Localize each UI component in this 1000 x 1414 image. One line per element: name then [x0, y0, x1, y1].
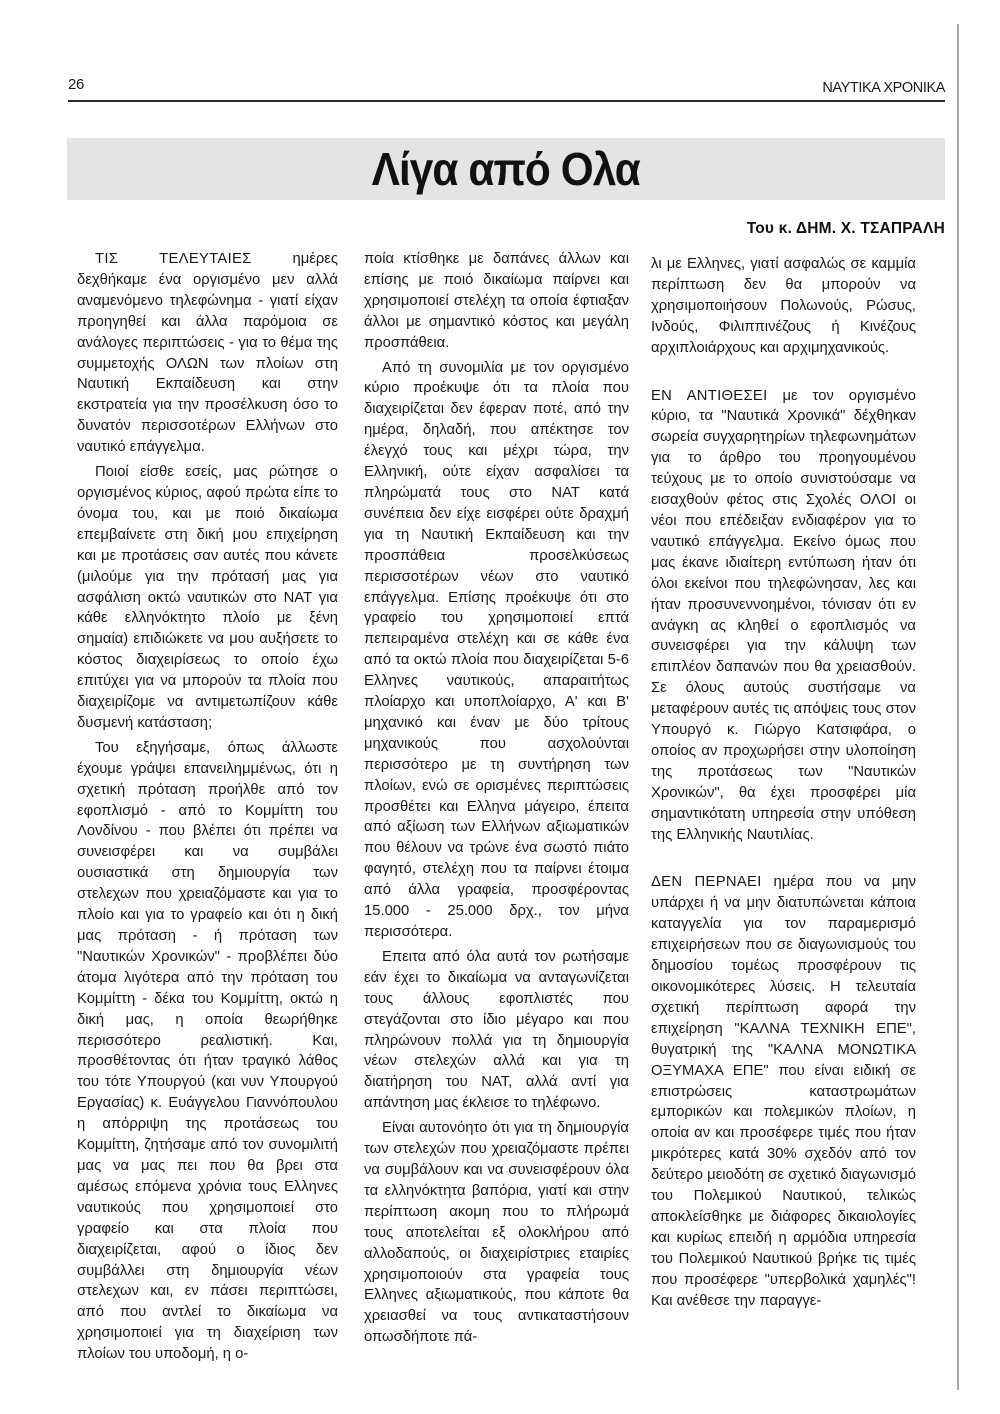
paragraph-lead: ΤΙΣ ΤΕΛΕΥΤΑΙΕΣ [95, 251, 252, 267]
article-column-2 [364, 249, 629, 1348]
header-rule [68, 100, 945, 102]
article-column-1 [77, 249, 338, 1365]
paragraph [651, 872, 916, 1311]
scan-edge-shadow [957, 24, 959, 1390]
paragraph: ποία κτίσθηκε με δαπάνες άλλων και επίσης με ποιό δικαίωμα παίρνει και χρησιμοποιεί στελέχη τα οποία έφτιαξαν άλλοι με σημαντικό κόστος και μεγάλη προσπάθεια. [364, 251, 629, 351]
article-column-3 [651, 254, 916, 1312]
paragraph-body: ημέρα που να μην υπάρχει ή να μην διατυπώνεται κάποια καταγγελία για τον παραμερισμό επιχειρήσεων που σε διαγωνισμούς του δημοσίου τομέως προσφέρουν τις οικονομικότερες λύσεις. Η τελευταία σχετική περίπτωση αφορά την επιχείρηση "ΚΑΛΝΑ ΤΕΧΝΙΚΗ ΕΠΕ", θυγατρική της "ΚΑΛΝΑ ΜΟΝΩΤΙΚΑ ΟΞΥΜΑΧΑ ΕΠΕ" που είναι ειδική σε επιστρώσεις καταστρωμάτων εμπορικών και πολεμικών πλοίων, η οποία αν και προσέφερε τιμές που ήταν μικρότερες κατά 30% σχεδόν από τον δεύτερο μειοδότη σε σχετικό διαγωνισμό του Πολεμικού Ναυτικού, τελικώς αποκλείσθηκε με διάφορες δικαιολογίες και κυρίως επειδή η αρμόδια υπηρεσία του Πολεμικού Ναυτικού βρήκε τις τιμές που προσέφερε "υπερβολικά χαμηλές"! Και ανέθεσε την παραγγε- [651, 874, 916, 1309]
page-number: 26 [68, 76, 85, 93]
paragraph: λι με Ελληνες, γιατί ασφαλώς σε καμμία περίπτωση δεν θα μπορούν να χρησιμοποιήσουν Πολωνούς, Ρώσυς, Ινδούς, Φιλιππινέζους ή Κινέζους αρχιπλοιάρχους και αρχιμηχανικούς. [651, 256, 916, 356]
magazine-name: ΝΑΥΤΙΚΑ ΧΡΟΝΙΚΑ [822, 80, 945, 96]
paragraph: Επειτα από όλα αυτά τον ρωτήσαμε εάν έχει το δικαίωμα να ανταγωνίζεται τους άλλους εφοπλιστές που στεγάζονται στο ίδιο μέγαρο και που πληρώνουν πολλά για τη δημιουργία νέων στελεχών αλλά και για τη διατήρηση του ΝΑΤ, αλλά αντί για απάντηση μας έκλεισε το τηλέφωνο. [364, 948, 629, 1112]
paragraph [651, 386, 916, 846]
paragraph: Από τη συνομιλία με τον οργισμένο κύριο προέκυψε ότι τα πλοία που διαχειρίζεται δεν έφεραν ποτέ, από την ημέρα, δηλαδή, που απέκτησε τον έλεγχό τους και μέχρι τώρα, την Ελληνική, ούτε είχαν ασφαλίσει τα πληρώματά τους στο ΝΑΤ κατά συνέπεια δεν είχε εισφέρει ούτε δραχμή για τη Ναυτική Εκπαίδευση και την προσπάθεια προσελκύσεως περισσοτέρων νέων στο ναυτικό επάγγελμα. Επίσης προέκυψε ότι στο γραφείο του χρησιμοποιεί επτά πεπειραμένα στελέχη και σε κάθε ένα από τα οκτώ πλοία που διαχειρίζεται 5-6 Ελληνες ναυτικούς, απαραιτήτως πλοίαρχο και υποπλοίαρχο, Α' και Β' μηχανικό και έναν με δύο τρίτους μηχανικούς που ασχολούνται περισσότερο με τη συντήρηση των πλοίων, ενώ σε ορισμένες περιπτώσεις προσθέτει και Ελληνα μάγειρο, έπειτα από αξίωση των Ελλήνων αξιωματικών που θέλουν να τρώνε ένα σωστό πιάτο φαγητό, στελέχη που τα παίρνει έτοιμα από άλλα γραφεία, προσφέροντας 15.000 - 25.000 δρχ., τον μήνα περισσότερα. [364, 359, 629, 940]
paragraph [77, 249, 338, 458]
title-band [67, 138, 945, 200]
article-title: Λίγα από Ολα [371, 143, 641, 195]
paragraph-body: με τον οργισμένο κύριο, τα "Ναυτικά Χρονικά" δέχθηκαν σωρεία συγχαρητηρίων τηλεφωνημάτων για το άρθρο του προηγουμένου τεύχους με το οποίο συνιστούσαμε να εισαχθούν φέτος στις Σχολές ΟΛΟΙ οι νέοι που επέδειξαν ενδιαφέρον για το ναυτικό επάγγελμα. Εκείνο όμως που μας έκανε ιδιαίτερη εντύπωση ήταν ότι όλοι εκείνοι που τηλεφώνησαν, λες και ήταν προσυνεννοημένοι, τόνισαν ότι εν ανάγκη ας κληθεί ο εφοπλισμός να συνεισφέρει για την κάλυψη των επιπλέον δαπανών που θα χρειασθούν. Σε όλους αυτούς συστήσαμε να μεταφέρουν αυτές τις απόψεις τους στον Υπουργό κ. Γιώργο Κατσιφάρα, ο οποίος αν προχωρήσει στην υλοποίηση της προτάσεως των "Ναυτικών Χρονικών", θα έχει προσφέρει μία σημαντικότατη υπηρεσία στην υπόθεση της Ελληνικής Ναυτιλίας. [651, 387, 916, 843]
paragraph-body: ημέρες δεχθήκαμε ένα οργισμένο μεν αλλά αναμενόμενο τηλεφώνημα - γιατί είχαν προηγηθεί και άλλα παρόμοια σε ανάλογες περιπτώσεις - για το θέμα της συμμετοχής ΟΛΩΝ των πλοίων στη Ναυτική Εκπαίδευση και στην εκστρατεία για την προσέλκυση όσο το δυνατόν περισσοτέρων Ελλήνων στο ναυτικό επάγγελμα. [77, 251, 339, 456]
paragraph-lead: ΕΝ ΑΝΤΙΘΕΣΕΙ [651, 387, 768, 404]
paragraph: Του εξηγήσαμε, όπως άλλωστε έχουμε γράψει επανειλημμένως, ότι η σχετική πρόταση προήλθε από τον εφοπλισμό - από το Κομμίττη του Λονδίνου - που βλέπει ότι πρέπει να συνεισφέρει και να συμβάλει ουσιαστικά στη δημιουργία των στελεχων που χρειαζόμαστε και για το πλοίο και για το γραφείο και ότι η δική μας πρόταση - ή πρόταση των "Ναυτικών Χρονικών" - προβλέπει δύο άτομα λιγότερα από την πρόταση του Κομμίττη - δέκα του Κομμίττη, οκτώ η δική μας, η οποία θεωρήθηκε περισσότερο ρεαλιστική. Και, προσθέτοντας ότι ήταν τραγικό λάθος του τότε Υπουργού (και νυν Υπουργού Εργασίας) κ. Ευάγγελου Γιαννόπουλου η απόρριψη της προτάσεως του Κομμίττη, ζητήσαμε από τον συνομιλιτή μας να μας πει που θα βρει στα αμέσως επόμενα χρόνια τους Ελληνες ναυτικούς που χρησιμοποιεί στο γραφείο και στα πλοία που διαχειρίζεται, αφού ο ίδιος δεν συμβάλλει στη δημιουργία νέων στελεχων και, εν πάσει περιπτώσει, από που αντλεί το δικαίωμα να χρησιμοποιεί για τη διαχείριση των πλοίων του υποδομή, η ο- [77, 739, 338, 1363]
paragraph: Ποιοί είσθε εσείς, μας ρώτησε ο οργισμένος κύριος, αφού πρώτα είπε το όνομα του, και με ποιό δικαίωμα επεμβαίνετε στη δική μου επιχείρηση και με προτάσεις σαν αυτές που κάνετε (μιλούμε για την πρότασή μας για ασφάλιση οκτώ ναυτικών στο ΝΑΤ για κάθε ελληνόκτητο πλοίο με ξένη σημαία) επιδιώκετε να μου αυξήσετε το κόστος διαχειρίσεως το οποίο έχω επιτύχει για να μπορούν τα πλοία που διαχειρίζομε να αντιμετωπίζουν κάθε δυσμενή κατάσταση; [77, 464, 338, 731]
article-byline: Του κ. ΔΗΜ. Χ. ΤΣΑΠΡΑΛΗ [746, 220, 945, 237]
paragraph-lead: ΔΕΝ ΠΕΡΝΑΕΙ [651, 874, 762, 891]
page-header [68, 76, 945, 98]
paragraph: Είναι αυτονόητο ότι για τη δημιουργία των στελεχών που χρειαζόμαστε πρέπει να συμβάλουν και να συνεισφέρουν όλα τα ελληνόκτητα βαπόρια, γιατί και στην περίπτωση ακομη που το πλήρωμά τους αποτελείται εξ ολοκλήρου από αλλοδαπούς, οι διαχειρίστριες εταιρίες χρησιμοποιούν στα γραφεία τους Ελληνες αξιωματικούς, που κάποτε θα χρειασθεί να τους αντικαταστήσουν οπωσδήποτε πά- [364, 1120, 629, 1346]
